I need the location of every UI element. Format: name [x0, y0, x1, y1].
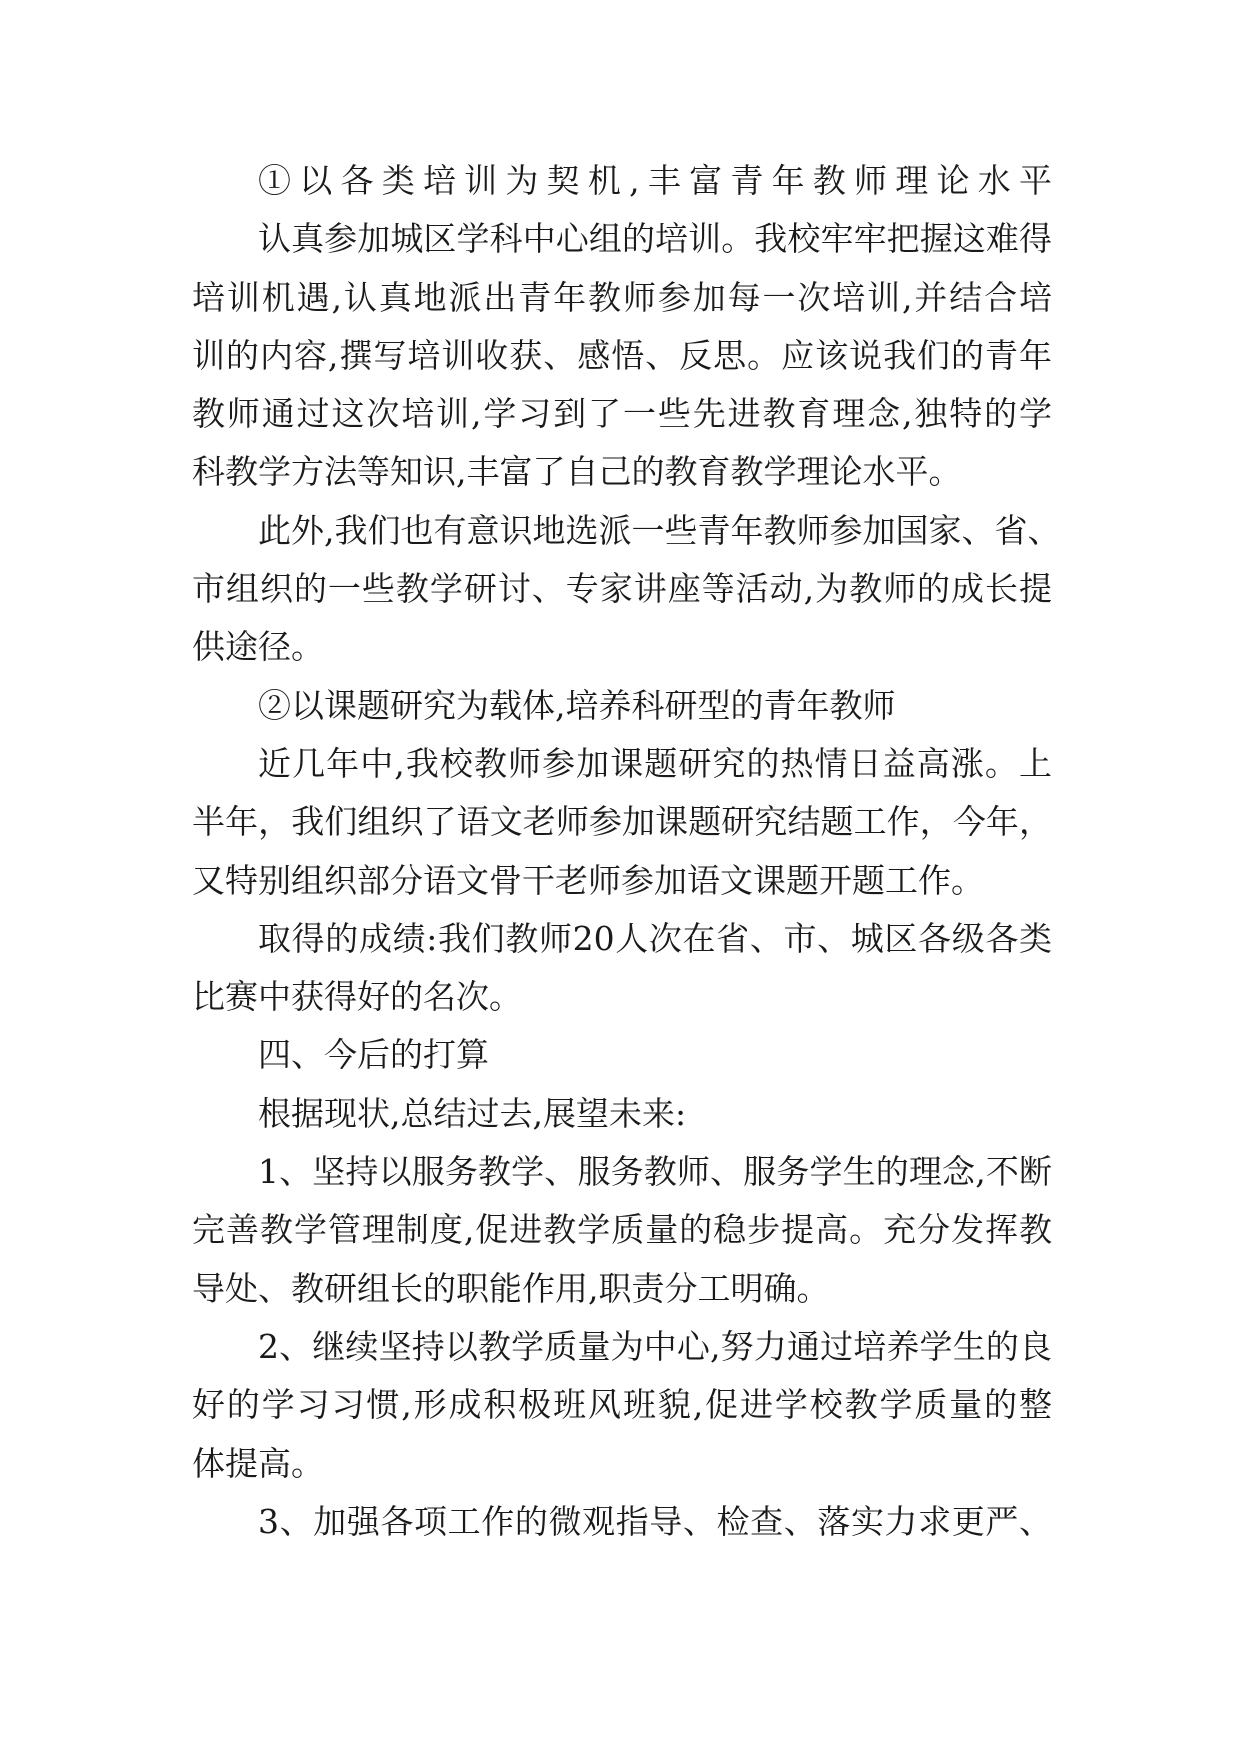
- document-body: [192, 152, 1061, 1551]
- paragraph-line: 根据现状,总结过去,展望未来:: [258, 1093, 687, 1133]
- list-item-line: 1、坚持以服务教学、服务教师、服务学生的理念,不断: [258, 1152, 1052, 1192]
- section-heading: ②以课题研究为载体,培养科研型的青年教师: [258, 685, 896, 725]
- paragraph-line: 科教学方法等知识,丰富了自己的教育教学理论水平。: [192, 452, 962, 492]
- list-item-line: 2、继续坚持以教学质量为中心,努力通过培养学生的良: [258, 1326, 1052, 1366]
- paragraph-line: 此外,我们也有意识地选派一些青年教师参加国家、省、: [258, 510, 1061, 550]
- paragraph-line: 认真参加城区学科中心组的培训。我校牢牢把握这难得: [258, 219, 1052, 259]
- list-item-line: 好的学习习惯,形成积极班风班貌,促进学校教学质量的整: [192, 1385, 1052, 1425]
- paragraph-line: 训的内容,撰写培训收获、感悟、反思。应该说我们的青年: [192, 335, 1052, 375]
- list-item-line: 3、加强各项工作的微观指导、检查、落实力求更严、: [258, 1501, 1052, 1541]
- paragraph-line: 半年，我们组织了语文老师参加课题研究结题工作，今年，: [192, 802, 1052, 842]
- paragraph-line: 又特别组织部分语文骨干老师参加语文课题开题工作。: [192, 860, 984, 900]
- list-item-line: 导处、教研组长的职能作用,职责分工明确。: [192, 1268, 830, 1308]
- paragraph-line: 近几年中,我校教师参加课题研究的热情日益高涨。上: [258, 743, 1052, 783]
- section-heading: ①以各类培训为契机,丰富青年教师理论水平: [258, 161, 1052, 200]
- section-heading: 四、今后的打算: [258, 1035, 489, 1075]
- paragraph-line: 教师通过这次培训,学习到了一些先进教育理念,独特的学: [192, 394, 1052, 434]
- paragraph-line: 取得的成绩:我们教师20人次在省、市、城区各级各类: [258, 918, 1052, 958]
- list-item-line: 体提高。: [192, 1443, 324, 1483]
- list-item-line: 完善教学管理制度,促进教学质量的稳步提高。充分发挥教: [192, 1210, 1052, 1250]
- paragraph-line: 培训机遇,认真地派出青年教师参加每一次培训,并结合培: [192, 277, 1052, 317]
- paragraph-line: 比赛中获得好的名次。: [192, 977, 522, 1017]
- paragraph-line: 供途径。: [192, 627, 324, 667]
- paragraph-line: 市组织的一些教学研讨、专家讲座等活动,为教师的成长提: [192, 569, 1052, 609]
